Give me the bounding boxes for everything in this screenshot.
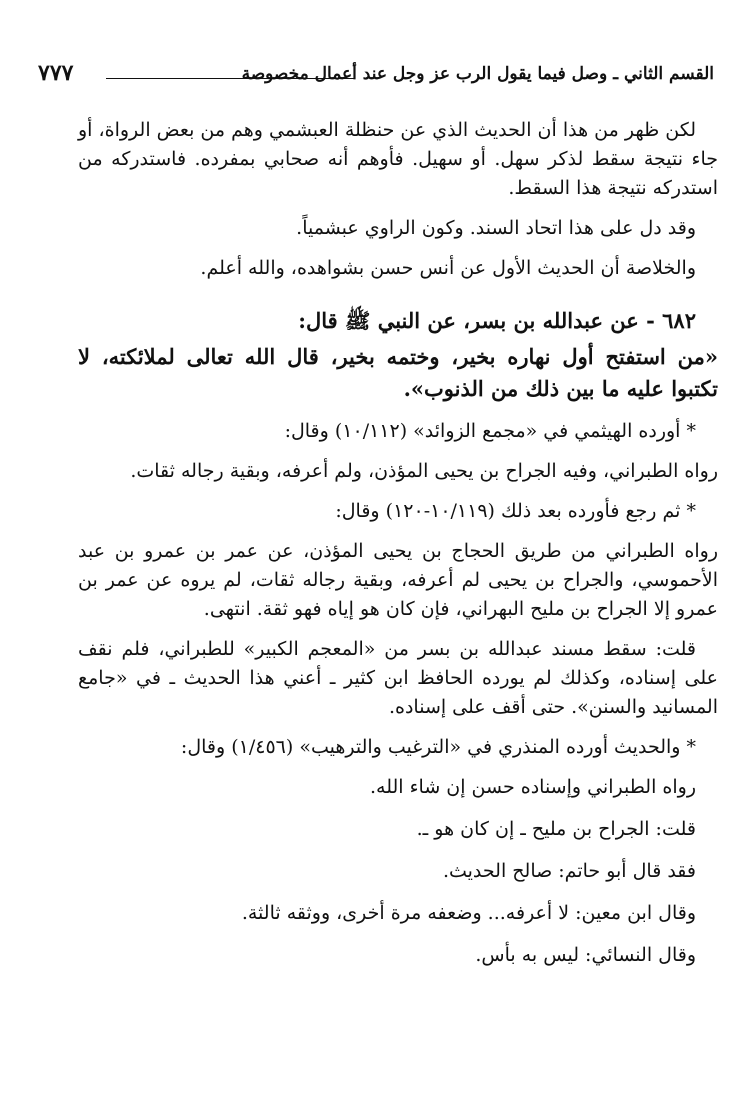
citation-line: * والحديث أورده المنذري في «الترغيب والترهيب» (١/٤٥٦) وقال: bbox=[180, 736, 696, 758]
paragraph: وقال النسائي: ليس به بأس. bbox=[475, 944, 696, 966]
paragraph: قلت: سقط مسند عبدالله بن بسر من «المعجم الكبير» للطبراني، فلم نقف على إسناده، وكذلك لم يورده الحافظ ابن كثير ـ أعني هذا الحديث ـ في «جامع المسانيد والسنن». حتى أقف على إسناده. bbox=[78, 638, 718, 718]
header-rule bbox=[106, 78, 354, 79]
paragraph: رواه الطبراني من طريق الحجاج بن يحيى المؤذن، عن عمر بن عمرو بن عبد الأحموسي، والجراح بن يحيى لم أعرفه، وبقية رجاله ثقات، لم يروه عن عمر بن عمرو إلا الجراح بن مليح البهراني، فإن كان هو إياه فهو ثقة. انتهى. bbox=[78, 540, 718, 620]
citation-line: * ثم رجع فأورده بعد ذلك (١٠/١١٩-١٢٠) وقال: bbox=[335, 500, 696, 522]
paragraph: وقال ابن معين: لا أعرفه... وضعفه مرة أخرى، ووثقه ثالثة. bbox=[241, 902, 696, 924]
citation-line: * أورده الهيثمي في «مجمع الزوائد» (١٠/١١٢) وقال: bbox=[284, 420, 696, 442]
paragraph: والخلاصة أن الحديث الأول عن أنس حسن بشواهده، والله أعلم. bbox=[200, 257, 696, 279]
paragraph: لكن ظهر من هذا أن الحديث الذي عن حنظلة العبشمي وهم من بعض الرواة، أو جاء نتيجة سقط لذكر سهل. أو سهيل. فأوهم أنه صحابي بمفرده. فاستدركه من استدركه نتيجة هذا السقط. bbox=[78, 119, 718, 199]
running-header bbox=[38, 58, 714, 92]
hadith-text: «من استفتح أول نهاره بخير، وختمه بخير، قال الله تعالى لملائكته، لا تكتبوا عليه ما بين ذلك من الذنوب». bbox=[78, 344, 718, 401]
paragraph: رواه الطبراني، وفيه الجراح بن يحيى المؤذن، ولم أعرفه، وبقية رجاله ثقات. bbox=[130, 460, 718, 482]
header-title: القسم الثاني ـ وصل فيما يقول الرب عز وجل عند أعمال مخصوصة bbox=[241, 64, 714, 84]
paragraph: قلت: الجراح بن مليح ـ إن كان هو ـ. bbox=[416, 818, 696, 840]
hadith-heading: ٦٨٢ - عن عبدالله بن بسر، عن النبي ﷺ قال: bbox=[298, 308, 696, 333]
paragraph: رواه الطبراني وإسناده حسن إن شاء الله. bbox=[369, 776, 696, 798]
page-number: ٧٧٧ bbox=[38, 60, 74, 86]
page-body bbox=[78, 116, 718, 983]
paragraph: فقد قال أبو حاتم: صالح الحديث. bbox=[442, 860, 696, 882]
paragraph: وقد دل على هذا اتحاد السند. وكون الراوي عبشمياً. bbox=[296, 217, 696, 239]
